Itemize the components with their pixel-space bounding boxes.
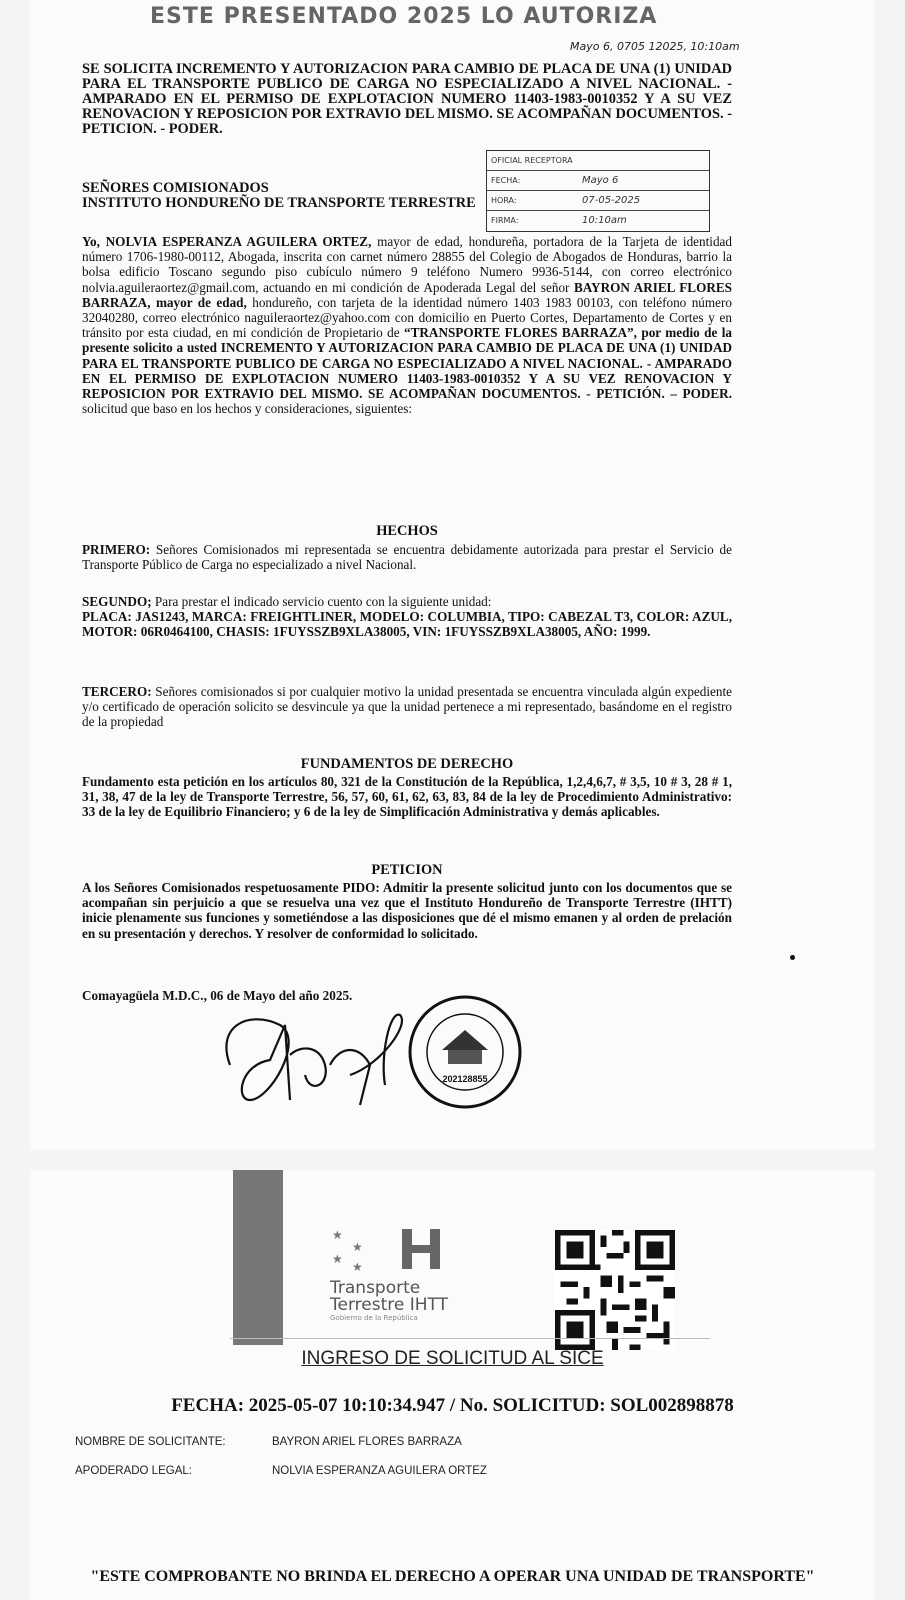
qr-code <box>555 1230 675 1350</box>
seal-number: 202128855 <box>442 1074 488 1084</box>
svg-text:★: ★ <box>332 1228 343 1242</box>
petition-heading: SE SOLICITA INCREMENTO Y AUTORIZACION PARA CAMBIO DE PLACA DE UNA (1) UNIDAD PARA EL TRANSPORTE PUBLICO DE CARGA NO ESPECIALIZADO A NIVEL NACIONAL. - AMPARADO EN EL PERMISO DE EXPLOTACION NUMERO 11403-1983-0010352 Y A SU VEZ RENOVACION Y REPOSICION POR EXTRAVIO DEL MISMO. SE ACOMPAÑAN DOCUMENTOS. - PETICION. - PODER. <box>82 61 732 137</box>
receipt-divider <box>230 1338 710 1339</box>
apoderado-value: NOLVIA ESPERANZA AGUILERA ORTEZ <box>272 1465 487 1477</box>
peticion-title: PETICION <box>371 862 443 878</box>
fundamentos-paragraph: Fundamento esta petición en los artículos 80, 321 de la Constitución de la República, 1,2,4,6,7, # 3,5, 10 # 3, 28 # 1, 31, 38, 47 de la ley de Transporte Terrestre, 56, 57, 60, 61, 62, 63, 83, 84 de la ley de Procedimiento Administrativo: 33 de la ley de Equilibrio Financiero; y 6 de la ley de Simplificación Administrativa y demás aplicables. <box>82 774 732 820</box>
svg-text:★: ★ <box>332 1252 343 1266</box>
receipt-stamp-box <box>486 150 710 232</box>
place-date: Comayagüela M.D.C., 06 de Mayo del año 2025. <box>82 988 353 1003</box>
receipt-row-hora: HORA: 07-05-2025 <box>487 191 709 211</box>
ihtt-logo-bar <box>233 1170 283 1345</box>
handwritten-signature <box>210 1005 470 1115</box>
intro-paragraph: Yo, NOLVIA ESPERANZA AGUILERA ORTEZ, mayor de edad, hondureña, portadora de la Tarjeta de identidad número 1706-1980-00112, Abogada, inscrita con carnet número 28855 del Colegio de Abogados de Honduras, barrio la bolsa edificio Toscano segundo piso cubículo número 9 teléfono Numero 9936-5144, con correo electrónico nolvia.aguileraortez@gmail.com, actuando en mi condición de Apoderada Legal del señor BAYRON ARIEL FLORES BARRAZA, mayor de edad, hondureño, con tarjeta de la identidad número 1403 1983 00103, con teléfono número 32040280, correo electrónico naguileraortez@yahoo.com con domicilio en Puerto Cortes, Departamento de Cortes y en tránsito por esta ciudad, en mi condición de Propietario de “TRANSPORTE FLORES BARRAZA”, por medio de la presente solicito a usted INCREMENTO Y AUTORIZACION PARA CAMBIO DE PLACA DE UNA (1) UNIDAD PARA EL TRANSPORTE PUBLICO DE CARGA NO ESPECIALIZADO A NIVEL NACIONAL. - AMPARADO EN EL PERMISO DE EXPLOTACION NUMERO 11403-1983-0010352 Y A SU VEZ RENOVACION Y REPOSICION POR EXTRAVIO DEL MISMO. SE ACOMPAÑAN DOCUMENTOS. - PETICIÓN. – PODER. solicitud que baso en los hechos y consideraciones, siguientes: <box>82 234 732 417</box>
primero-paragraph: PRIMERO: Señores Comisionados mi representada se encuentra debidamente autorizada para prestar el Servicio de Transporte Público de Carga no especializado a nivel Nacional. <box>82 542 732 573</box>
svg-text:★: ★ <box>352 1240 363 1254</box>
hechos-title: HECHOS <box>376 523 438 539</box>
sice-title: INGRESO DE SOLICITUD AL SICE <box>301 1348 604 1369</box>
fundamentos-title: FUNDAMENTOS DE DERECHO <box>300 756 514 772</box>
tercero-paragraph: TERCERO: Señores comisionados si por cualquier motivo la unidad presentada se encuentra vinculada algún expediente y/o certificado de operación solicito se desvincule ya que la unidad pertenece a mi representado, basándome en el registro de la propiedad <box>82 684 732 730</box>
peticion-paragraph: A los Señores Comisionados respetuosamente PIDO: Admitir la presente solicitud junto con los documentos que se acompañan sin perjuicio a que se resuelva una vez que el Instituto Hondureño de Transporte Terrestre (IHTT) inicie plenamente sus funciones y sometiéndose a las disposiciones que dé el mismo emanen y al orden de prelación en su presentación y derechos. Y resolver de conformidad lo solicitado. <box>82 880 732 941</box>
vehicle-details: PLACA: JAS1243, MARCA: FREIGHTLINER, MODELO: COLUMBIA, TIPO: CABEZAL T3, COLOR: AZUL, MOTOR: 06R0464100, CHASIS: 1FUYSSZB9XLA38005, VIN: 1FUYSSZB9XLA38005, AÑO: 1999. <box>82 609 732 640</box>
receipt-row-firma: FIRMA: 10:10am <box>491 215 627 226</box>
ihtt-logo-mark <box>330 1225 450 1275</box>
receipt-footer: "ESTE COMPROBANTE NO BRINDA EL DERECHO A OPERAR UNA UNIDAD DE TRANSPORTE" <box>90 1568 815 1585</box>
solicitante-value: BAYRON ARIEL FLORES BARRAZA <box>272 1436 462 1448</box>
receipt-row-fecha: FECHA: Mayo 6 <box>487 171 709 191</box>
receipt-row-officer: OFICIAL RECEPTORA <box>487 151 709 171</box>
segundo-paragraph: SEGUNDO; Para prestar el indicado servicio cuento con la siguiente unidad: <box>82 594 492 609</box>
petition-page <box>30 0 875 1150</box>
stamp-top-text: ESTE PRESENTADO 2025 LO AUTORIZA <box>150 4 658 29</box>
svg-text:★: ★ <box>352 1260 363 1274</box>
ihtt-logo: ★ ★ ★ ★ Transporte Terrestre IHTT Gobierno de la República <box>330 1225 530 1345</box>
fecha-solicitud: FECHA: 2025-05-07 10:10:34.947 / No. SOLICITUD: SOL002898878 <box>171 1395 734 1416</box>
handwritten-receipt-note: Mayo 6, 0705 12025, 10:10am <box>570 40 740 53</box>
stray-dot <box>790 955 795 960</box>
solicitante-label: NOMBRE DE SOLICITANTE: <box>75 1436 226 1448</box>
addressee: SEÑORES COMISIONADOS INSTITUTO HONDUREÑO DE TRANSPORTE TERRESTRE <box>82 180 476 211</box>
sice-receipt <box>30 1170 875 1600</box>
apoderado-label: APODERADO LEGAL: <box>75 1465 192 1477</box>
